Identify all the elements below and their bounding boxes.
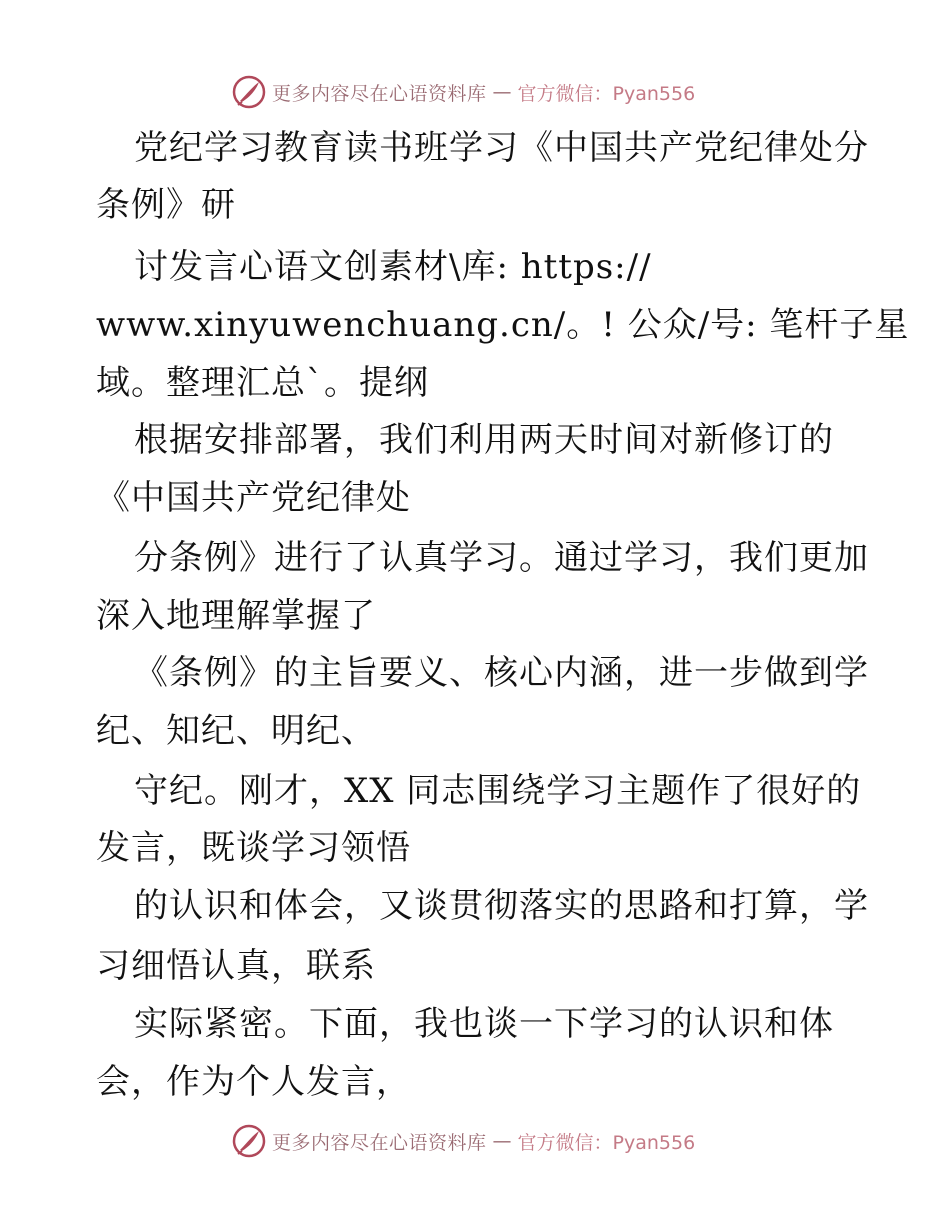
feather-pen-logo-icon [232,1124,266,1158]
text-line: 纪、知纪、明纪、 [96,711,376,751]
text-line: 根据安排部署，我们利用两天时间对新修订的 [134,420,834,460]
text-line: 实际紧密。下面，我也谈一下学习的认识和体 [134,1004,834,1044]
header-banner [232,72,695,112]
text-line: 域。整理汇总`。提纲 [96,363,429,403]
text-line: 守纪。刚才，XX 同志围绕学习主题作了很好的 [134,771,862,811]
text-line: www.xinyuwenchuang.cn/。! 公众/号: 笔杆子星 [96,305,910,345]
banner-text: 更多内容尽在心语资料库 [272,1131,487,1154]
banner-text: 更多内容尽在心语资料库 [272,82,487,105]
feather-pen-logo-icon [232,75,266,109]
text-line: 《条例》的主旨要义、核心内涵，进一步做到学 [134,653,869,693]
text-line: 条例》研 [96,185,236,225]
banner-dash: — [492,81,512,103]
text-line: 《中国共产党纪律处 [96,478,411,518]
text-line: 讨发言心语文创素材\库: https:// [134,247,652,287]
text-line: 深入地理解掌握了 [96,596,376,636]
text-line: 发言，既谈学习领悟 [96,828,411,868]
text-line: 分条例》进行了认真学习。通过学习，我们更加 [134,538,869,578]
text-line: 会，作为个人发言， [96,1062,411,1102]
text-line: 的认识和体会，又谈贯彻落实的思路和打算，学 [134,886,869,926]
text-line: 习细悟认真，联系 [96,946,376,986]
banner-dash: — [492,1130,512,1152]
banner-wechat: 官方微信：Pyan556 [517,1131,696,1154]
footer-banner [232,1121,695,1161]
text-line: 党纪学习教育读书班学习《中国共产党纪律处分 [134,128,869,168]
banner-wechat: 官方微信：Pyan556 [517,82,696,105]
